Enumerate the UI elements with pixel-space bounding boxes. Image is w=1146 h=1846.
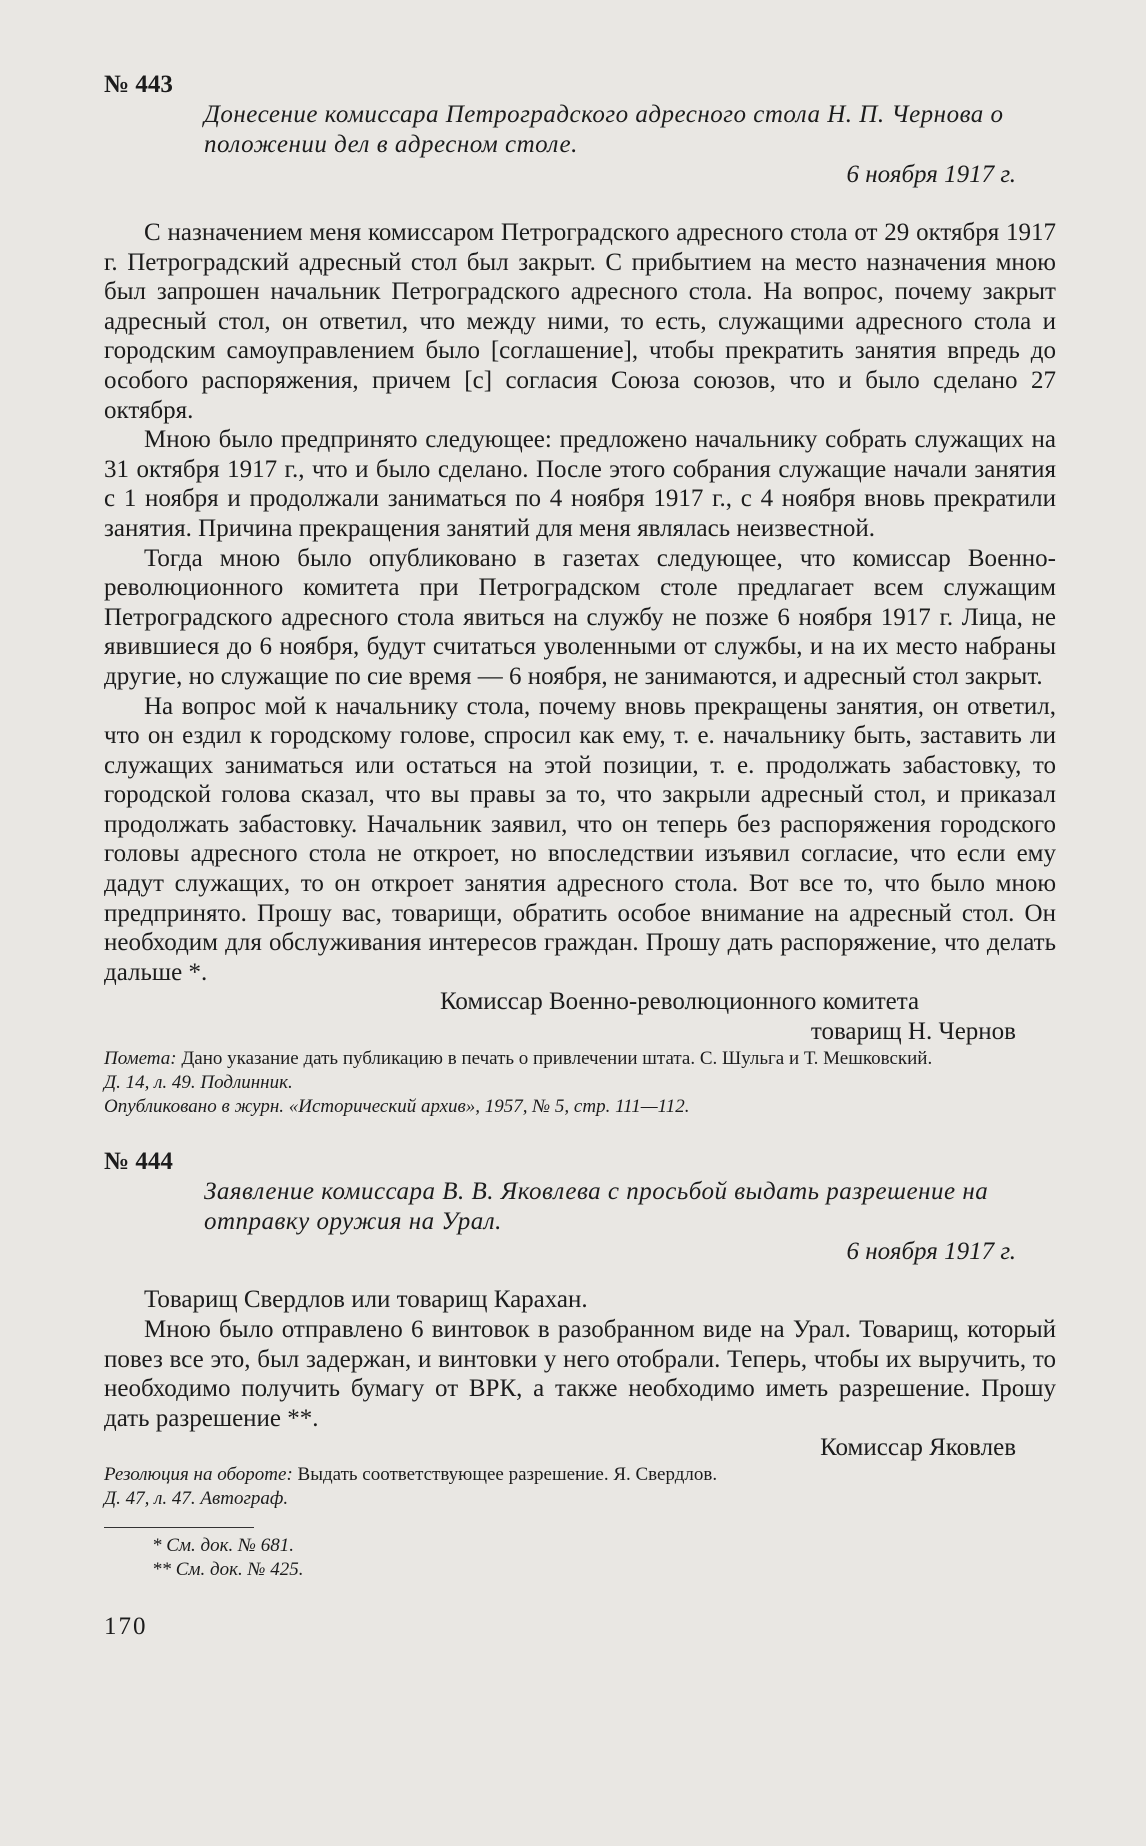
doc-443-paragraph-1: С назначением меня комиссаром Петроградского адресного стола от 29 октября 1917 г. Петроградский адресный стол был закрыт. С прибытием на место назначения мною был запрошен начальник Петроградского адресного стола. На вопрос, почему закрыт адресный стол, он ответил, что между ними, то есть, служащими адресного стола и городским самоуправлением было [соглашение], чтобы прекратить занятия впредь до особого распоряжения, причем [с] согласия Союза союзов, что и было сделано 27 октября. xyxy=(104,219,1056,424)
doc-443-mark-text: Дано указание дать публикацию в печать о привлечении штата. С. Шульга и Т. Мешковский. xyxy=(181,1048,933,1070)
doc-443-title: Донесение комиссара Петроградского адресного стола Н. П. Чернова о положении дел в адресном столе. xyxy=(204,101,1004,158)
doc-444-section xyxy=(104,1147,1056,1511)
doc-444-archive-ref: Д. 47, л. 47. Автограф. xyxy=(104,1488,289,1510)
footnote-2: ** См. док. № 425. xyxy=(152,1559,304,1581)
doc-444-paragraph: Мною было отправлено 6 винтовок в разобранном виде на Урал. Товарищ, который повез все это, был задержан, и винтовки у него отобрали. Теперь, чтобы их выручить, то необходимо получить бумагу от ВРК, а также необходимо иметь разрешение. Прошу дать разрешение **. xyxy=(104,1316,1056,1432)
doc-443-date: 6 ноября 1917 г. xyxy=(846,161,1016,188)
doc-444-resolution-text: Выдать соответствующее разрешение. Я. Свердлов. xyxy=(297,1464,718,1486)
doc-444-signature: Комиссар Яковлев xyxy=(820,1434,1016,1462)
doc-444-number: № 444 xyxy=(104,1148,173,1176)
footnote-divider xyxy=(104,1527,254,1528)
doc-443-signature-title: Комиссар Военно-революционного комитета xyxy=(440,988,920,1016)
doc-444-resolution-label: Резолюция на обороте: xyxy=(104,1464,293,1486)
page-content xyxy=(104,70,1056,1642)
doc-443-published: Опубликовано в журн. «Исторический архив», 1957, № 5, стр. 111—112. xyxy=(104,1096,690,1118)
doc-443-number: № 443 xyxy=(104,71,173,98)
doc-443-paragraph-2: Мною было предпринято следующее: предложено начальнику собрать служащих на 31 октября 1917 г., что и было сделано. После этого собрания служащие начали занятия с 1 ноября и продолжали заниматься по 4 ноября 1917 г., с 4 ноября вновь прекратили занятия. Причина прекращения занятий для меня являлась неизвестной. xyxy=(104,426,1056,542)
page-number: 170 xyxy=(104,1613,148,1641)
doc-444-title: Заявление комиссара В. В. Яковлева с просьбой выдать разрешение на отправку оружия на Урал. xyxy=(204,1178,989,1236)
doc-444-resolution xyxy=(104,1463,1056,1487)
doc-443-mark-label: Помета: xyxy=(104,1048,177,1070)
doc-444-date: 6 ноября 1917 г. xyxy=(846,1238,1016,1266)
doc-443-mark xyxy=(104,1047,1056,1071)
doc-444-salutation: Товарищ Свердлов или товарищ Карахан. xyxy=(144,1286,588,1314)
doc-443-archive-ref: Д. 14, л. 49. Подлинник. xyxy=(104,1072,293,1094)
doc-443-paragraph-3: Тогда мною было опубликовано в газетах следующее, что комиссар Военно-революционного комитета при Петроградском столе предлагает всем служащим Петроградского адресного стола явиться на службу не позже 6 ноября 1917 г. Лица, не явившиеся до 6 ноября, будут считаться уволенными от службы, и на их место набраны другие, но служащие по сие время — 6 ноября, не занимаются, и адресный стол закрыт. xyxy=(104,544,1056,690)
footnote-1: * См. док. № 681. xyxy=(152,1535,294,1557)
doc-443-signature-name: товарищ Н. Чернов xyxy=(810,1018,1016,1046)
doc-443-paragraph-4: На вопрос мой к начальнику стола, почему вновь прекращены занятия, он ответил, что он ездил к городскому голове, спросил как ему, т. е. начальнику быть, заставить ли служащих заниматься или остаться на этой позиции, т. е. продолжать забастовку, то городской голова сказал, что вы правы за то, что закрыли адресный стол, и приказал продолжать забастовку. Начальник заявил, что он теперь без распоряжения городского головы адресного стола не откроет, но впоследствии изъявил согласие, что если ему дадут служащих, то он откроет занятия адресного стола. Вот все то, что было мною предпринято. Прошу вас, товарищи, обратить особое внимание на адресный стол. Он необходим для обслуживания интересов граждан. Прошу дать распоряжение, что делать дальше *. xyxy=(104,692,1056,986)
